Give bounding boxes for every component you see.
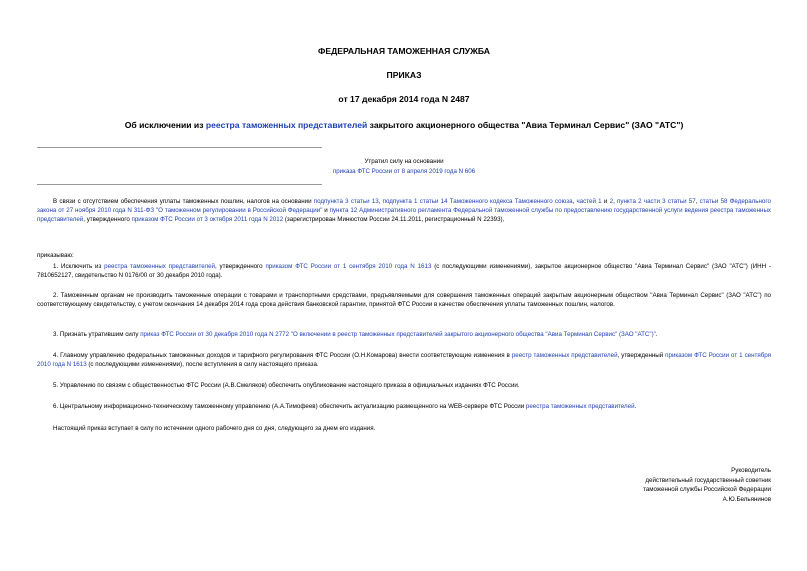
link-order-2012[interactable]: приказом ФТС России от 3 октября 2011 года N 2012 [131,216,284,223]
title-pre: Об исключении из [124,120,206,130]
item-6 [37,402,771,411]
item-text: , утвержденный [617,352,666,359]
date-number-heading: от 17 декабря 2014 года N 2487 [338,94,470,104]
title-post: закрытого акционерного общества "Авиа Терминал Сервис" (ЗАО "АТС") [367,120,684,130]
link-subpoint-3-art-13[interactable]: подпункта 3 статьи 13 [313,198,379,205]
item-text: 1. Исключить из [53,263,105,270]
title-registry-link[interactable]: реестра таможенных представителей [205,120,368,130]
item-text: . [655,331,658,338]
item-1-registry-link[interactable]: реестра таможенных представителей [104,263,215,270]
preamble-text: , [613,198,618,205]
preamble-text: и [601,198,610,205]
item-text: 4. Главному управлению федеральных таможенных доходов и тарифного регулирования ФТС России (О.Н.Комарова) внести соответствующие изменения в [53,352,512,359]
item-4-registry-link[interactable]: реестр таможенных представителей [511,352,618,359]
item-text: , утвержденного [215,263,266,270]
signature-line-1: Руководитель [731,467,771,474]
signature-line-2: действительный государственный советник [645,476,771,484]
item-4-order-1613-link[interactable]: приказом ФТС России от 1 сентября 2010 года N 1613 [37,352,771,368]
link-parts-1[interactable]: частей 1 [576,198,602,205]
signature-line-3: таможенной службы Российской Федерации [643,486,771,493]
lost-force-text: Утратил силу на основании [364,158,444,165]
preamble-text: (зарегистрирован Минюстом России 24.11.2011, регистрационный N 22393), [283,216,505,223]
lost-force-note [37,157,771,177]
item-text: (с последующими изменениями), закрытое акционерное общество "Авиа Терминал Сервис" (ЗАО "АТС") (ИНН - 7810652127, свидетельство N 0176/00 от 30 декабря 2010 года). [37,263,771,279]
item-2: 2. Таможенным органам не производить таможенные операции с товарами и транспортными средствами, предъявляемыми для совершения таможенных операций закрытым акционерным обществом "Авиа Терминал Сервис" (ЗАО "АТС") по соответствующему свидетельству, с учетом окончания 14 декабря 2014 года срока действия банковской гарантии, принятой ФТС России в качестве обеспечения уплаты таможенных пошлин, налогов. [37,292,771,308]
item-1 [37,262,771,280]
item-3 [37,330,771,339]
preamble-text: , утвержденного [83,216,132,223]
item-text: 6. Центральному информационно-техническому таможенному управлению (А.А.Тимофеев) обеспечить актуализацию размещенного на WEB-сервере ФТС России [53,403,526,410]
link-part-2[interactable]: 2 [609,198,614,205]
lost-force-link[interactable]: приказа ФТС России от 8 апреля 2019 года N 606 [332,168,476,175]
order-word: приказываю: [37,252,74,259]
agency-heading: ФЕДЕРАЛЬНАЯ ТАМОЖЕННАЯ СЛУЖБА [318,46,490,56]
preamble-paragraph [37,197,771,224]
link-point-2-part-3-art-57[interactable]: пункта 2 части 3 статьи 57 [617,198,696,205]
item-4 [37,351,771,369]
divider-top [37,147,322,148]
item-text: (с последующими изменениями), после вступления в силу настоящего приказа. [86,361,319,368]
signature-block [551,466,771,504]
item-3-order-2772-link[interactable]: приказ ФТС России от 30 декабря 2010 года N 2772 "О включении в реестр таможенных представителей закрытого акционерного общества "Авиа Терминал Сервис" (ЗАО "АТС")" [140,331,656,338]
item-6-registry-link[interactable]: реестра таможенных представителей [525,403,635,410]
item-text: . [634,403,637,410]
preamble-text: , [378,198,383,205]
doc-type-heading: ПРИКАЗ [386,70,422,80]
preamble-text: и [322,207,330,214]
preamble-text: В связи с отсутствием обеспечения уплаты таможенных пошлин, налогов на основании [53,198,314,205]
link-subpoint-1-art-14[interactable]: подпункта 1 статьи 14 Таможенного кодекса Таможенного союза [382,198,573,205]
link-point-12-regulation[interactable]: пункта 12 Административного регламента Федеральной таможенной службы по предоставлению государственной услуги ведения реестра таможенных представителей [37,207,771,223]
divider-bottom [37,184,322,185]
link-art-58-federal-law[interactable]: статьи 58 Федерального закона от 27 ноября 2010 года N 311-ФЗ "О таможенном регулировании в Российской Федерации" [37,198,771,214]
final-paragraph: Настоящий приказ вступает в силу по истечении одного рабочего дня со дня, следующего за днем его издания. [53,425,376,432]
preamble-text: , [572,198,577,205]
preamble-text: , [695,198,700,205]
document-title [37,120,771,130]
item-5: 5. Управлению по связям с общественностью ФТС России (А.В.Смеляков) обеспечить опубликование настоящего приказа в официальных изданиях ФТС России. [53,382,520,389]
item-1-order-1613-link[interactable]: приказом ФТС России от 1 сентября 2010 года N 1613 [265,263,432,270]
signature-line-4: А.Ю.Бельянинов [722,495,771,503]
item-text: 3. Признать утратившим силу [53,331,141,338]
